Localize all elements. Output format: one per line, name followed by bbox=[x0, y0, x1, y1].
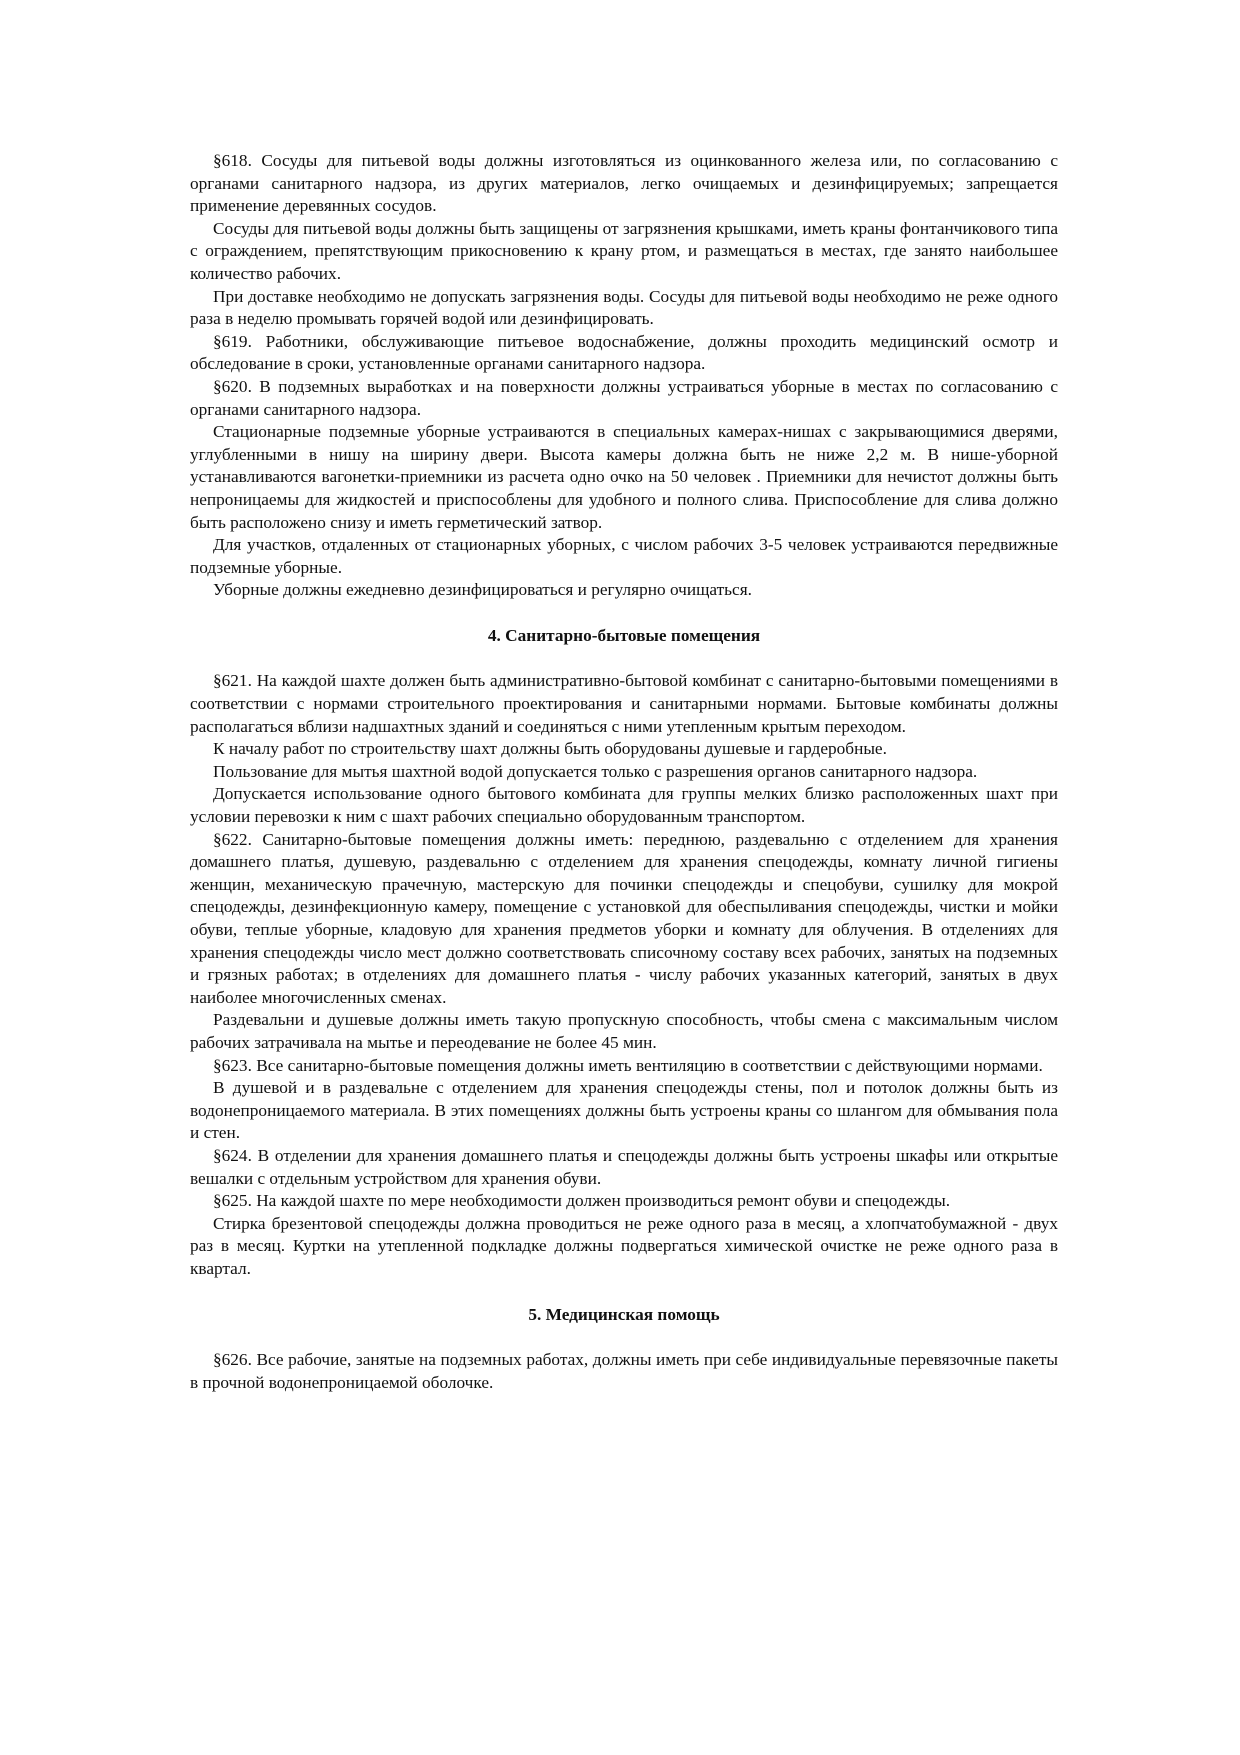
document-page bbox=[190, 150, 1058, 1394]
paragraph-618-vessels: Сосуды для питьевой воды должны быть защищены от загрязнения крышками, иметь краны фонтанчикового типа с ограждением, препятствующим прикосновению к крану ртом, и размещаться в местах, где занято наибольшее количество рабочих. bbox=[190, 218, 1058, 283]
paragraph-618: §618. Сосуды для питьевой воды должны изготовляться из оцинкованного железа или, по согласованию с органами санитарного надзора, из других материалов, легко очищаемых и дезинфицируемых; запрещается применение деревянных сосудов. bbox=[190, 151, 1058, 216]
section-5-heading: 5. Медицинская помощь bbox=[528, 1304, 720, 1324]
paragraph-621-showers: К началу работ по строительству шахт должны быть оборудованы душевые и гардеробные. bbox=[213, 739, 887, 759]
paragraph-618-delivery: При доставке необходимо не допускать загрязнения воды. Сосуды для питьевой воды необходимо не реже одного раза в неделю промывать горячей водой или дезинфицировать. bbox=[190, 286, 1058, 329]
paragraph-626: §626. Все рабочие, занятые на подземных работах, должны иметь при себе индивидуальные перевязочные пакеты в прочной водонепроницаемой оболочке. bbox=[190, 1350, 1058, 1392]
paragraph-624: §624. В отделении для хранения домашнего платья и спецодежды должны быть устроены шкафы или открытые вешалки с отдельным устройством для хранения обуви. bbox=[190, 1145, 1058, 1188]
paragraph-620-stationary: Стационарные подземные уборные устраиваются в специальных камерах-нишах с закрывающимися дверями, углубленными в нишу на ширину двери. Высота камеры должна быть не ниже 2,2 м. В нише-уборной устанавливаются вагонетки-приемники из расчета одно очко на 50 человек . Приемники для нечистот должны быть непроницаемы для жидкостей и приспособлены для удобного и полного слива. Приспособление для слива должно быть расположено снизу и иметь герметический затвор. bbox=[190, 422, 1058, 532]
paragraph-620: §620. В подземных выработках и на поверхности должны устраиваться уборные в местах по согласованию с органами санитарного надзора. bbox=[190, 376, 1058, 419]
paragraph-622-capacity: Раздевальни и душевые должны иметь такую пропускную способность, чтобы смена с максимальным числом рабочих затрачивала на мытье и переодевание не более 45 мин. bbox=[190, 1010, 1058, 1052]
paragraph-620-disinfection: Уборные должны ежедневно дезинфицироваться и регулярно очищаться. bbox=[213, 580, 752, 600]
paragraph-620-mobile: Для участков, отдаленных от стационарных уборных, с числом рабочих 3-5 человек устраиваются передвижные подземные уборные. bbox=[190, 535, 1058, 577]
paragraph-621-shared-complex: Допускается использование одного бытового комбината для группы мелких близко расположенных шахт при условии перевозки к ним с шахт рабочих специально оборудованным транспортом. bbox=[190, 784, 1058, 827]
paragraph-623: §623. Все санитарно-бытовые помещения должны иметь вентиляцию в соответствии с действующими нормами. bbox=[213, 1055, 1043, 1075]
paragraph-622: §622. Санитарно-бытовые помещения должны иметь: переднюю, раздевальню с отделением для хранения домашнего платья, душевую, раздевальню с отделением для хранения спецодежды, комнату личной гигиены женщин, механическую прачечную, мастерскую для починки спецодежды и спецобуви, сушилку для мокрой спецодежды, дезинфекционную камеру, помещение с установкой для обеспыливания спецодежды, чистки и мойки обуви, теплые уборные, кладовую для хранения предметов уборки и комнату для облучения. В отделениях для хранения спецодежды число мест должно соответствовать списочному составу всех рабочих, занятых на подземных и грязных работах; в отделениях для домашнего платья - числу рабочих указанных категорий, занятых в двух наиболее многочисленных сменах. bbox=[190, 829, 1058, 1007]
paragraph-619: §619. Работники, обслуживающие питьевое водоснабжение, должны проходить медицинский осмотр и обследование в сроки, установленные органами санитарного надзора. bbox=[190, 331, 1058, 374]
paragraph-625-washing: Стирка брезентовой спецодежды должна проводиться не реже одного раза в месяц, а хлопчатобумажной - двух раз в месяц. Куртки на утепленной подкладке должны подвергаться химической очистке не реже одного раза в квартал. bbox=[190, 1213, 1058, 1278]
paragraph-621: §621. На каждой шахте должен быть административно-бытовой комбинат с санитарно-бытовыми помещениями в соответствии с нормами строительного проектирования и санитарными нормами. Бытовые комбинаты должны располагаться вблизи надшахтных зданий и соединяться с ними утепленным крытым переходом. bbox=[190, 671, 1058, 736]
paragraph-621-mine-water: Пользование для мытья шахтной водой допускается только с разрешения органов санитарного надзора. bbox=[213, 761, 978, 781]
section-4-heading: 4. Санитарно-бытовые помещения bbox=[487, 625, 761, 645]
paragraph-623-materials: В душевой и в раздевальне с отделением для хранения спецодежды стены, пол и потолок должны быть из водонепроницаемого материала. В этих помещениях должны быть устроены краны со шлангом для обмывания пола и стен. bbox=[190, 1078, 1058, 1143]
paragraph-625: §625. На каждой шахте по мере необходимости должен производиться ремонт обуви и спецодежды. bbox=[213, 1191, 951, 1211]
